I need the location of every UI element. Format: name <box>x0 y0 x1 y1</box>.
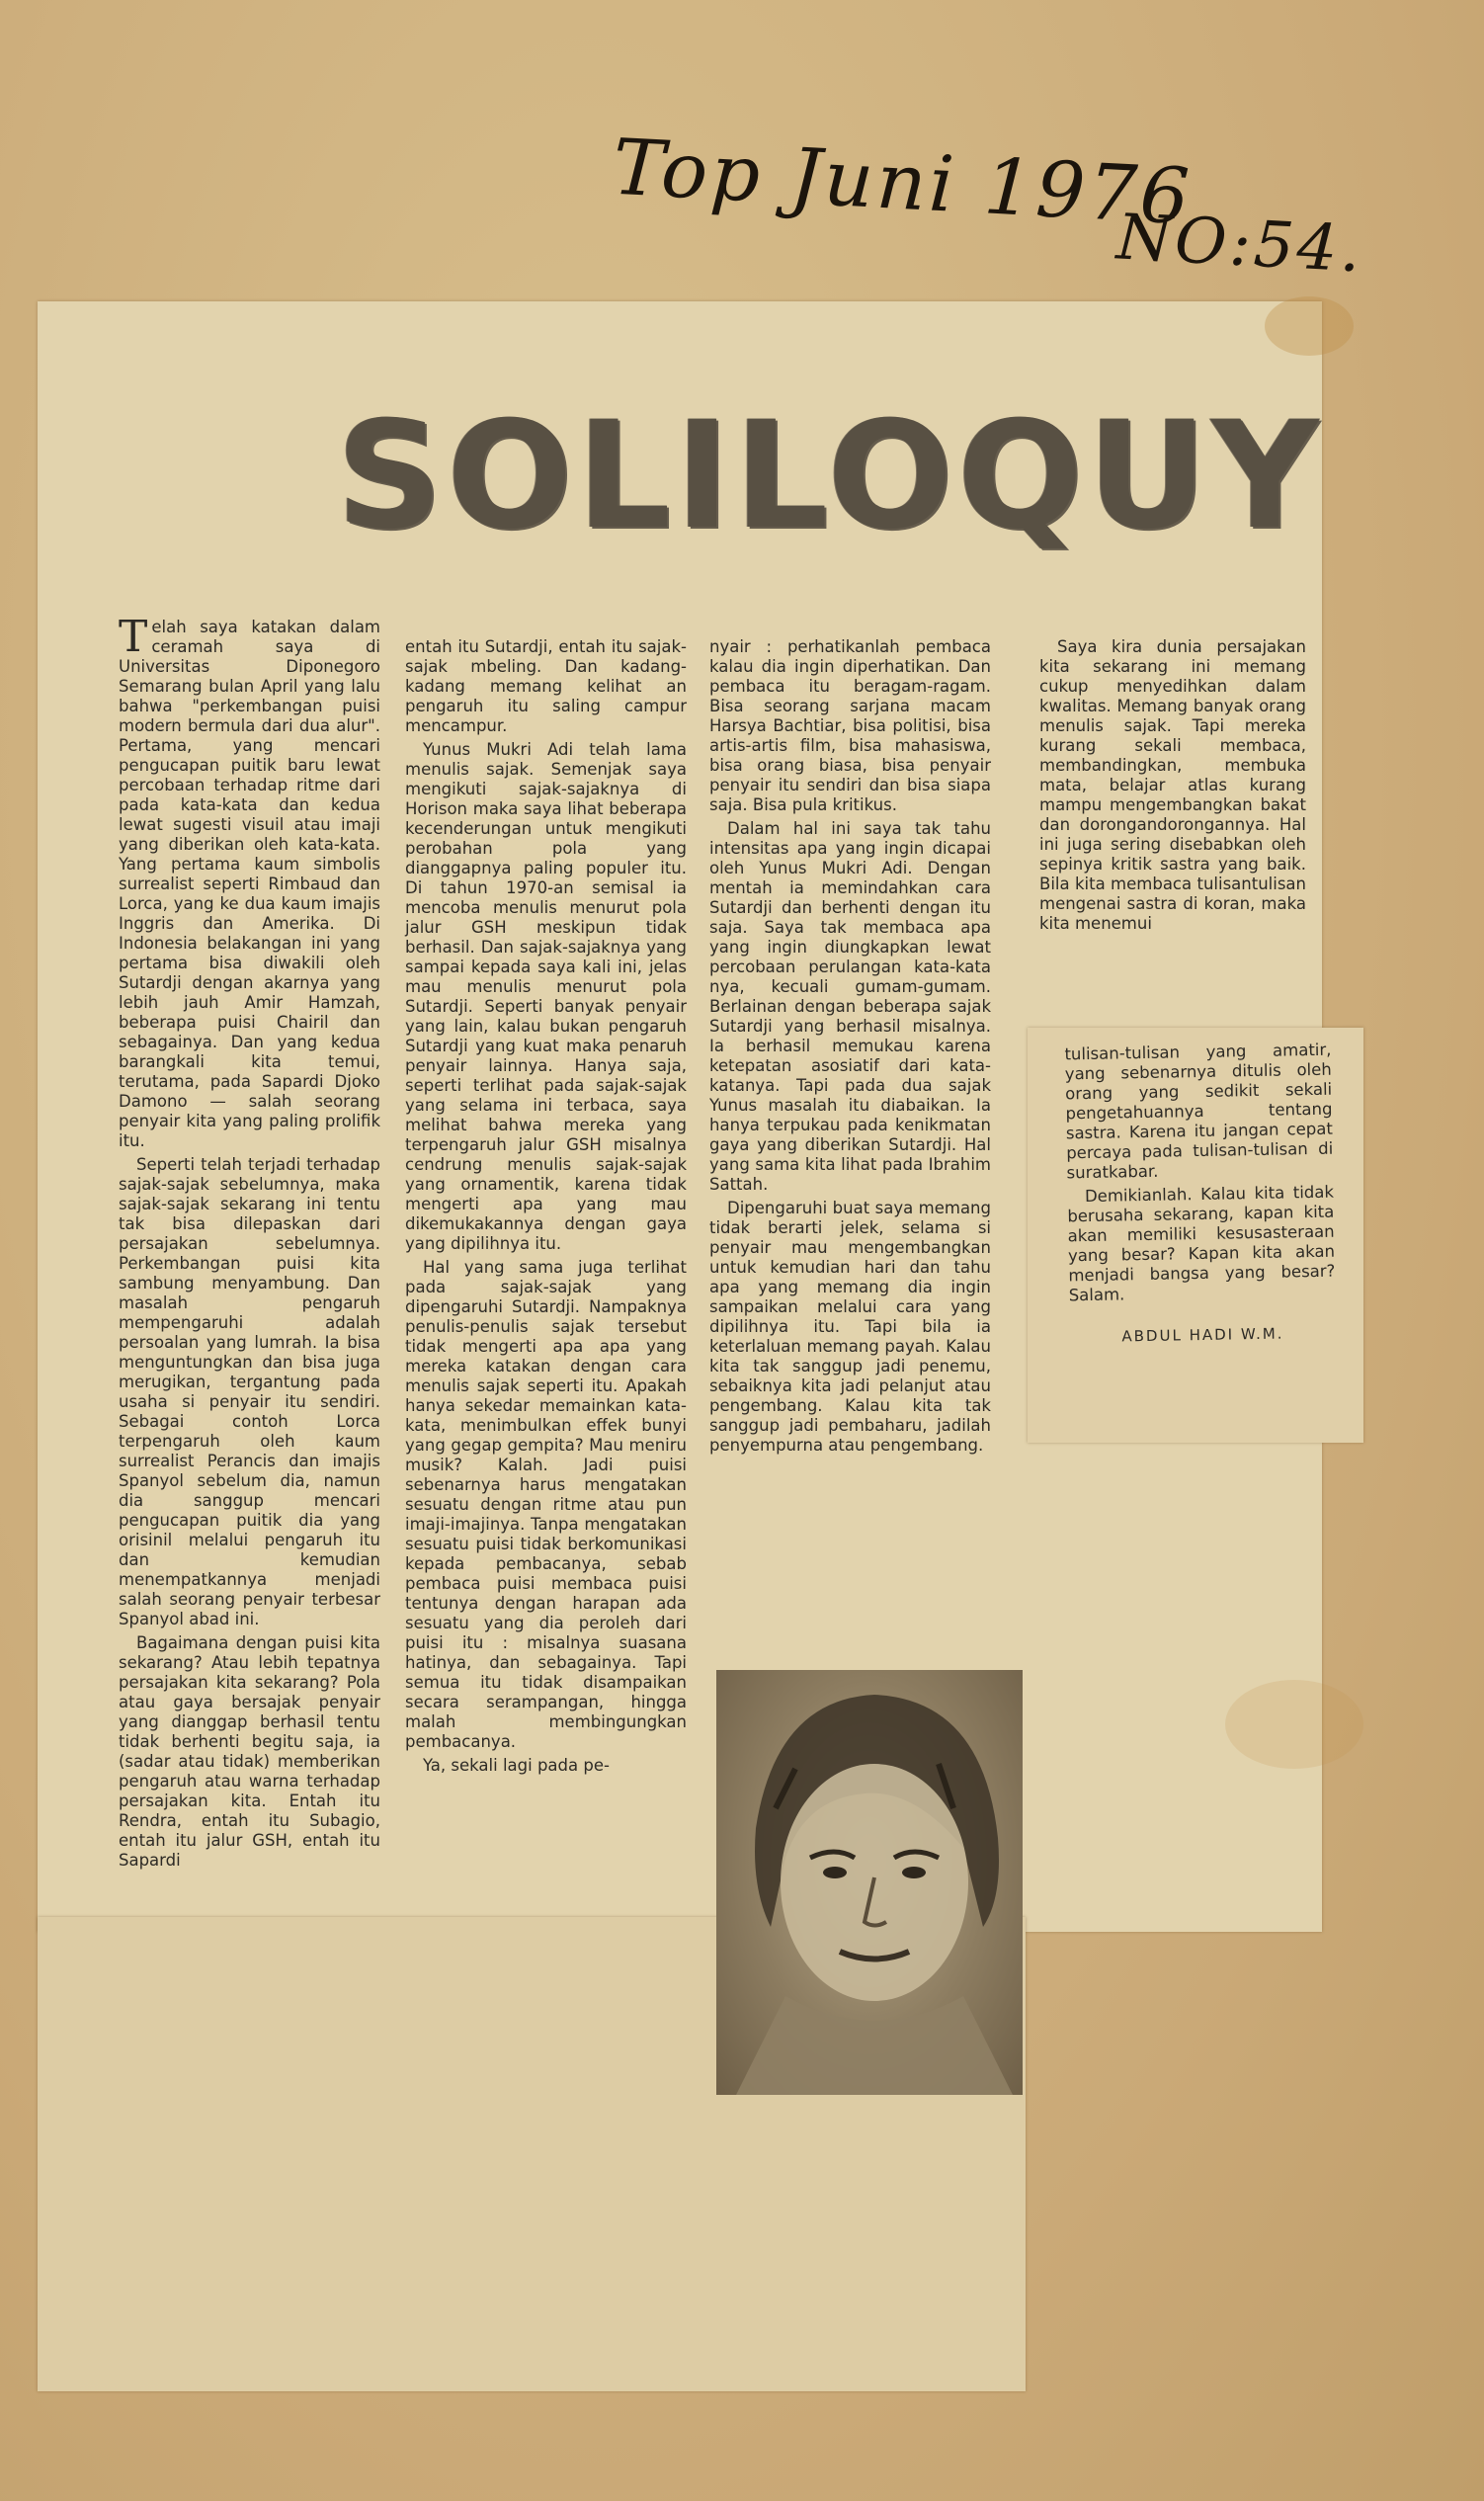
paragraph: Dipengaruhi buat saya memang tidak berarti jelek, selama si penyair mau mengembangkan untuk kemudian hari dan tahu apa yang memang dia ingin sampaikan melalui cara yang dipilihnya itu. Tapi bila ia keterlaluan memang payah. Kalau kita tak sanggup jadi penemu, sebaiknya kita jadi pelanjut atau pengembang. Kalau kita tak sanggup jadi pembaharu, jadilah penyempurna atau pengembang. <box>709 1199 991 1455</box>
drop-cap: T <box>119 612 148 662</box>
author-signature: ABDUL HADI W.M. <box>1121 1324 1284 1346</box>
handwritten-number: NO:54. <box>1114 201 1365 288</box>
author-portrait-photo <box>716 1670 1023 2095</box>
paragraph: Dalam hal ini saya tak tahu intensitas apa yang ingin dicapai oleh Yunus Mukri Adi. Dengan mentah ia memindahkan cara Sutardji dan berhenti dengan itu saja. Saya tak membaca apa yang ingin diungkapkan lewat percobaan perulangan kata-kata nya, kecuali gumam-gumam. Berlainan dengan beberapa sajak Sutardji yang berhasil misalnya. Ia berhasil memukau karena ketepatan asosiatif dari kata-katanya. Tapi pada dua sajak Yunus masalah itu diabaikan. Ia hanya terpukau pada kenikmatan gaya yang diberikan Sutardji. Hal yang sama kita lihat pada Ibrahim Sattah. <box>709 819 991 1194</box>
paragraph <box>119 612 380 1151</box>
article-headline: SOLILOQUY <box>336 390 1323 562</box>
paragraph: Ya, sekali lagi pada pe- <box>423 1756 610 1775</box>
paragraph: Yunus Mukri Adi telah lama menulis sajak. Semenjak saya mengikuti sajak-sajaknya di Horison maka saya lihat beberapa kecenderungan untuk mengikuti perobahan pola yang dianggapnya paling populer itu. Di tahun 1970-an semisal ia mencoba menulis menurut pola jalur GSH meskipun tidak berhasil. Dan sajak-sajaknya yang sampai kepada saya kali ini, jelas mau menulis menurut pola Sutardji. Seperti banyak penyair yang lain, kalau bukan pengaruh Sutardji yang kuat maka penaruh penyair lainnya. Hanya saja, seperti terlihat pada sajak-sajak yang selama ini terbaca, saya melihat bahwa mereka yang terpengaruh jalur GSH misalnya cendrung menulis sajak-sajak yang ornamentik, karena tidak mengerti apa yang mau dikemukakannya dengan gaya yang dipilihnya itu. <box>405 740 687 1253</box>
article-column-3 <box>709 637 991 1459</box>
paragraph: nyair : perhatikanlah pembaca kalau dia ingin diperhatikan. Dan pembaca itu beragam-ragam. Bisa seorang sarjana macam Harsya Bachtiar, bisa politisi, bisa artis-artis film, bisa mahasiswa, bisa orang biasa, bisa penyair penyair itu sendiri dan bisa siapa saja. Bisa pula kritikus. <box>709 637 991 814</box>
paragraph: tulisan-tulisan yang amatir, yang sebenarnya ditulis oleh orang yang sedikit sekali pengetahuannya tentang sastra. Karena itu jangan cepat percaya pada tulisan-tulisan di suratkabar. <box>1064 1040 1334 1183</box>
paragraph: entah itu Sutardji, entah itu sajak-sajak mbeling. Dan kadang-kadang memang kelihat an pengaruh itu saling campur mencampur. <box>405 637 687 735</box>
paper-stain <box>1265 296 1354 356</box>
article-column-2 <box>405 637 687 1780</box>
paragraph: Hal yang sama juga terlihat pada sajak-sajak yang dipengaruhi Sutardji. Nampaknya penulis-penulis sajak tersebut tidak mengerti apa apa yang mereka katakan dengan cara menulis sajak seperti itu. Apakah hanya sekedar memainkan kata-kata, menimbulkan effek bunyi yang gegap gempita? Mau meniru musik? Kalah. Jadi puisi sebenarnya harus mengatakan sesuatu dengan ritme atau pun imaji-imajinya. Tanpa mengatakan sesuatu puisi tidak berkomunikasi kepada pembacanya, sebab pembaca puisi membaca puisi tentunya dengan harapan ada sesuatu yang dia peroleh dari puisi itu : misalnya suasana hatinya, dan sebagainya. Tapi semua itu tidak disampaikan secara serampangan, hingga malah membingungkan pembacanya. <box>405 1258 687 1751</box>
handwritten-date: Top Juni 1976 <box>611 123 1195 243</box>
paragraph: Saya kira dunia persajakan kita sekarang ini memang cukup menyedihkan dalam kwalitas. Memang banyak orang menulis sajak. Tapi mereka kurang sekali membaca, membandingkan, membuka mata, belajar atlas kurang mampu mengembangkan bakat dan dorongandorongannya. Hal ini juga sering disebabkan oleh sepinya kritik sastra yang baik. Bila kita membaca tulisantulisan mengenai sastra di koran, maka kita menemui <box>1039 637 1306 933</box>
portrait-illustration <box>716 1670 1023 2095</box>
article-column-4 <box>1039 637 1306 938</box>
article-column-4-continued <box>1064 1041 1336 1352</box>
paragraph: Bagaimana dengan puisi kita sekarang? Atau lebih tepatnya persajakan kita sekarang? Pola atau gaya bersajak penyair yang dianggap berhasil tentu tidak berhenti begitu saja, ia (sadar atau tidak) memberikan pengaruh atau warna terhadap persajakan kita. Entah itu Rendra, entah itu Subagio, entah itu jalur GSH, entah itu Sapardi <box>119 1633 380 1870</box>
paper-stain <box>1225 1680 1363 1769</box>
article-column-1 <box>119 612 380 1875</box>
paragraph-text: elah saya katakan dalam ceramah saya di Universitas Diponegoro Semarang bulan April yang lalu bahwa "perkembangan puisi modern bermula dari dua alur". Pertama, yang mencari pengucapan puitik baru lewat percobaan terhadap ritme dari pada kata-kata dan kedua lewat sugesti visuil atau imaji yang diberikan oleh kata-kata. Yang pertama kaum simbolis surrealist seperti Rimbaud dan Lorca, yang ke dua kaum imajis Inggris dan Amerika. Di Indonesia belakangan ini yang pertama bisa diwakili oleh Sutardji dengan akarnya yang lebih jauh Amir Hamzah, beberapa puisi Chairil dan sebagainya. Dan yang kedua barangkali kita temui, terutama, pada Sapardi Djoko Damono — salah seorang penyair kita yang paling prolifik itu. <box>119 618 380 1150</box>
paragraph: Demikianlah. Kalau kita tidak berusaha sekarang, kapan kita akan memiliki kesusasteraan yang besar? Kapan kita akan menjadi bangsa yang besar? Salam. <box>1067 1182 1336 1305</box>
paragraph: Seperti telah terjadi terhadap sajak-sajak sebelumnya, maka sajak-sajak sekarang ini tentu tak bisa dilepaskan dari persajakan sebelumnya. Perkembangan puisi kita sambung menyambung. Dan masalah pengaruh mempengaruhi adalah persoalan yang lumrah. Ia bisa menguntungkan dan bisa juga merugikan, tergantung pada usaha si penyair itu sendiri. Sebagai contoh Lorca terpengaruh oleh kaum surrealist Perancis dan imajis Spanyol sebelum dia, namun dia sanggup mencari pengucapan puitik dia yang orisinil melalui pengaruh itu dan kemudian menempatkannya menjadi salah seorang penyair terbesar Spanyol abad ini. <box>119 1155 380 1628</box>
